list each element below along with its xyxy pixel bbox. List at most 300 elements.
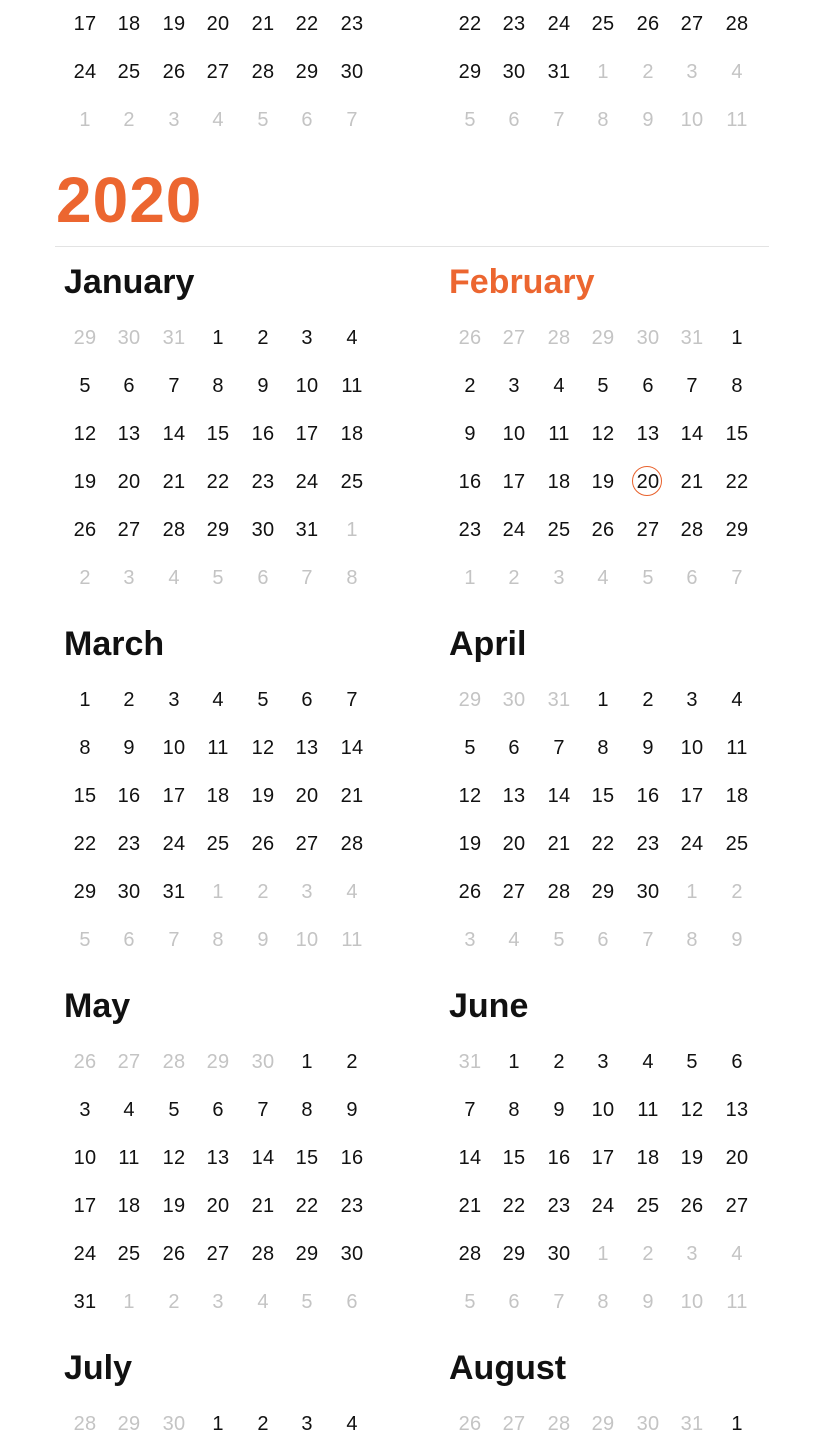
adjacent-month-day[interactable]	[715, 554, 759, 602]
day-cell[interactable]	[715, 1086, 759, 1134]
day-cell[interactable]	[581, 362, 625, 410]
day-cell[interactable]	[241, 1182, 285, 1230]
adjacent-month-day[interactable]	[715, 96, 759, 144]
day-cell[interactable]	[492, 458, 536, 506]
day-cell[interactable]	[196, 458, 240, 506]
day-cell[interactable]	[715, 724, 759, 772]
day-cell[interactable]	[492, 1134, 536, 1182]
adjacent-month-day[interactable]	[107, 1278, 151, 1326]
month-april[interactable]	[449, 624, 779, 964]
day-cell[interactable]	[448, 48, 492, 96]
day-cell[interactable]	[241, 724, 285, 772]
adjacent-month-day[interactable]	[152, 1278, 196, 1326]
day-cell[interactable]	[107, 48, 151, 96]
day-cell[interactable]	[537, 0, 581, 48]
day-cell[interactable]	[152, 676, 196, 724]
day-cell[interactable]	[285, 410, 329, 458]
day-cell[interactable]	[581, 506, 625, 554]
day-cell[interactable]	[670, 1182, 714, 1230]
adjacent-month-day[interactable]	[330, 916, 374, 964]
day-cell[interactable]	[670, 458, 714, 506]
adjacent-month-day[interactable]	[626, 1230, 670, 1278]
adjacent-month-day[interactable]	[492, 554, 536, 602]
adjacent-month-day[interactable]	[152, 314, 196, 362]
adjacent-month-day[interactable]	[107, 1038, 151, 1086]
adjacent-month-day[interactable]	[537, 1400, 581, 1448]
adjacent-month-day[interactable]	[241, 868, 285, 916]
day-cell[interactable]	[196, 1086, 240, 1134]
day-cell[interactable]	[196, 676, 240, 724]
day-cell[interactable]	[626, 0, 670, 48]
day-cell[interactable]	[715, 0, 759, 48]
day-cell[interactable]	[241, 820, 285, 868]
day-cell[interactable]	[196, 1134, 240, 1182]
adjacent-month-day[interactable]	[107, 96, 151, 144]
adjacent-month-day[interactable]	[626, 1400, 670, 1448]
day-cell[interactable]	[537, 362, 581, 410]
adjacent-month-day[interactable]	[581, 916, 625, 964]
adjacent-month-day[interactable]	[537, 1278, 581, 1326]
adjacent-month-day[interactable]	[626, 314, 670, 362]
day-cell[interactable]	[581, 772, 625, 820]
day-cell[interactable]	[107, 868, 151, 916]
day-cell[interactable]	[285, 820, 329, 868]
day-cell[interactable]	[241, 1230, 285, 1278]
adjacent-month-day[interactable]	[448, 676, 492, 724]
day-cell[interactable]	[152, 1086, 196, 1134]
year-title[interactable]: 2020	[56, 164, 203, 236]
adjacent-month-day[interactable]	[241, 96, 285, 144]
adjacent-month-day[interactable]	[715, 868, 759, 916]
adjacent-month-day[interactable]	[63, 1038, 107, 1086]
day-cell[interactable]	[241, 1134, 285, 1182]
day-cell[interactable]	[537, 1182, 581, 1230]
day-cell[interactable]	[285, 1038, 329, 1086]
day-cell[interactable]	[715, 410, 759, 458]
adjacent-month-day[interactable]	[715, 1230, 759, 1278]
day-cell[interactable]	[581, 820, 625, 868]
adjacent-month-day[interactable]	[670, 96, 714, 144]
day-cell[interactable]	[581, 1086, 625, 1134]
day-cell[interactable]	[626, 868, 670, 916]
day-cell[interactable]	[107, 1182, 151, 1230]
day-cell[interactable]	[196, 1400, 240, 1448]
month-june[interactable]	[449, 986, 779, 1326]
day-cell[interactable]	[715, 1182, 759, 1230]
day-cell[interactable]	[107, 0, 151, 48]
month-february[interactable]	[449, 262, 779, 602]
adjacent-month-day[interactable]	[152, 1400, 196, 1448]
adjacent-month-day[interactable]	[241, 1038, 285, 1086]
month-august[interactable]	[449, 1348, 779, 1448]
day-cell[interactable]	[448, 1230, 492, 1278]
day-cell[interactable]	[670, 676, 714, 724]
day-cell[interactable]	[152, 458, 196, 506]
day-cell[interactable]	[626, 724, 670, 772]
month-title[interactable]: March	[64, 625, 165, 663]
day-cell[interactable]	[63, 362, 107, 410]
adjacent-month-day[interactable]	[285, 96, 329, 144]
day-cell[interactable]	[330, 772, 374, 820]
adjacent-month-day[interactable]	[241, 1278, 285, 1326]
day-cell[interactable]	[152, 1134, 196, 1182]
day-cell[interactable]	[241, 1086, 285, 1134]
day-cell[interactable]	[492, 724, 536, 772]
day-cell[interactable]	[285, 1230, 329, 1278]
adjacent-month-day[interactable]	[670, 1230, 714, 1278]
day-cell[interactable]	[537, 1038, 581, 1086]
day-cell[interactable]	[670, 1038, 714, 1086]
day-cell[interactable]	[581, 458, 625, 506]
month-title[interactable]: May	[64, 987, 131, 1025]
adjacent-month-day[interactable]	[670, 916, 714, 964]
day-cell[interactable]	[107, 506, 151, 554]
day-cell[interactable]	[581, 1038, 625, 1086]
day-cell[interactable]	[196, 362, 240, 410]
adjacent-month-day[interactable]	[330, 96, 374, 144]
day-cell[interactable]	[330, 1400, 374, 1448]
adjacent-month-day[interactable]	[537, 676, 581, 724]
day-cell[interactable]	[330, 362, 374, 410]
month-march[interactable]	[64, 624, 394, 964]
day-cell[interactable]	[152, 48, 196, 96]
day-cell[interactable]	[241, 676, 285, 724]
day-cell[interactable]	[285, 1086, 329, 1134]
adjacent-month-day[interactable]	[670, 314, 714, 362]
day-cell[interactable]	[152, 820, 196, 868]
adjacent-month-day[interactable]	[537, 554, 581, 602]
day-cell[interactable]	[581, 724, 625, 772]
adjacent-month-day[interactable]	[537, 314, 581, 362]
day-cell[interactable]	[537, 772, 581, 820]
day-cell[interactable]	[196, 1182, 240, 1230]
adjacent-month-day[interactable]	[196, 1278, 240, 1326]
day-cell[interactable]	[537, 1230, 581, 1278]
adjacent-month-day[interactable]	[492, 916, 536, 964]
day-cell[interactable]	[63, 410, 107, 458]
day-cell[interactable]	[492, 48, 536, 96]
day-cell[interactable]	[330, 1086, 374, 1134]
day-cell[interactable]	[670, 0, 714, 48]
day-cell[interactable]	[492, 1230, 536, 1278]
day-cell[interactable]	[670, 1086, 714, 1134]
day-cell[interactable]	[670, 724, 714, 772]
day-cell[interactable]	[581, 1182, 625, 1230]
day-cell[interactable]	[670, 410, 714, 458]
day-cell[interactable]	[330, 1182, 374, 1230]
adjacent-month-day[interactable]	[670, 48, 714, 96]
adjacent-month-day[interactable]	[581, 1400, 625, 1448]
day-cell[interactable]	[196, 0, 240, 48]
month-january[interactable]	[64, 262, 394, 602]
day-cell[interactable]	[63, 506, 107, 554]
day-cell[interactable]	[330, 676, 374, 724]
adjacent-month-day[interactable]	[626, 916, 670, 964]
month-july[interactable]	[64, 1348, 394, 1448]
day-cell[interactable]	[196, 1230, 240, 1278]
adjacent-month-day[interactable]	[581, 554, 625, 602]
day-cell[interactable]	[285, 48, 329, 96]
adjacent-month-day[interactable]	[63, 1400, 107, 1448]
day-cell[interactable]	[492, 1086, 536, 1134]
day-cell[interactable]	[107, 458, 151, 506]
adjacent-month-day[interactable]	[537, 916, 581, 964]
day-cell[interactable]	[448, 724, 492, 772]
day-cell[interactable]	[63, 772, 107, 820]
day-cell[interactable]	[492, 1038, 536, 1086]
adjacent-month-day[interactable]	[492, 676, 536, 724]
day-cell[interactable]	[330, 1134, 374, 1182]
day-cell[interactable]	[492, 868, 536, 916]
adjacent-month-day[interactable]	[63, 916, 107, 964]
day-cell[interactable]	[241, 1400, 285, 1448]
adjacent-month-day[interactable]	[715, 48, 759, 96]
adjacent-month-day[interactable]	[626, 1278, 670, 1326]
adjacent-month-day[interactable]	[152, 1038, 196, 1086]
day-cell[interactable]	[330, 820, 374, 868]
day-cell[interactable]	[107, 772, 151, 820]
adjacent-month-day[interactable]	[448, 1400, 492, 1448]
day-cell[interactable]	[626, 772, 670, 820]
adjacent-month-day[interactable]	[241, 554, 285, 602]
day-cell[interactable]	[448, 506, 492, 554]
adjacent-month-day[interactable]	[285, 868, 329, 916]
day-cell[interactable]	[330, 724, 374, 772]
day-cell[interactable]	[537, 868, 581, 916]
adjacent-month-day[interactable]	[448, 1278, 492, 1326]
adjacent-month-day[interactable]	[581, 1278, 625, 1326]
day-cell[interactable]	[330, 410, 374, 458]
month-title[interactable]: July	[64, 1349, 133, 1387]
month-title[interactable]: June	[449, 987, 529, 1025]
day-cell[interactable]	[152, 868, 196, 916]
day-cell[interactable]	[285, 1134, 329, 1182]
day-cell[interactable]	[537, 820, 581, 868]
adjacent-month-day[interactable]	[581, 48, 625, 96]
adjacent-month-day[interactable]	[241, 916, 285, 964]
day-cell[interactable]	[241, 48, 285, 96]
adjacent-month-day[interactable]	[330, 554, 374, 602]
day-cell[interactable]	[330, 48, 374, 96]
adjacent-month-day[interactable]	[196, 1038, 240, 1086]
day-cell[interactable]	[63, 724, 107, 772]
adjacent-month-day[interactable]	[715, 916, 759, 964]
adjacent-month-day[interactable]	[715, 1278, 759, 1326]
adjacent-month-day[interactable]	[448, 96, 492, 144]
adjacent-month-day[interactable]	[196, 96, 240, 144]
adjacent-month-day[interactable]	[492, 1278, 536, 1326]
day-cell[interactable]	[537, 48, 581, 96]
adjacent-month-day[interactable]	[626, 96, 670, 144]
adjacent-month-day[interactable]	[285, 554, 329, 602]
day-cell[interactable]	[492, 1182, 536, 1230]
adjacent-month-day[interactable]	[492, 314, 536, 362]
adjacent-month-day[interactable]	[448, 1038, 492, 1086]
day-cell[interactable]	[492, 362, 536, 410]
day-cell[interactable]	[626, 820, 670, 868]
adjacent-month-day[interactable]	[196, 554, 240, 602]
adjacent-month-day[interactable]	[492, 1400, 536, 1448]
day-cell[interactable]	[448, 1134, 492, 1182]
month-title[interactable]: August	[449, 1349, 567, 1387]
day-cell[interactable]	[285, 772, 329, 820]
day-cell[interactable]	[537, 458, 581, 506]
day-cell[interactable]	[492, 820, 536, 868]
day-cell[interactable]	[196, 724, 240, 772]
adjacent-month-day[interactable]	[670, 868, 714, 916]
day-cell[interactable]	[626, 676, 670, 724]
day-cell[interactable]	[285, 362, 329, 410]
day-cell[interactable]	[63, 1230, 107, 1278]
day-cell[interactable]	[107, 1086, 151, 1134]
adjacent-month-day[interactable]	[107, 314, 151, 362]
day-cell[interactable]	[107, 820, 151, 868]
day-cell[interactable]	[107, 1230, 151, 1278]
adjacent-month-day[interactable]	[626, 48, 670, 96]
day-cell[interactable]	[107, 1134, 151, 1182]
day-cell[interactable]	[581, 1134, 625, 1182]
day-cell[interactable]	[670, 820, 714, 868]
day-cell[interactable]	[107, 724, 151, 772]
adjacent-month-day[interactable]	[670, 554, 714, 602]
adjacent-month-day[interactable]	[581, 314, 625, 362]
day-cell[interactable]	[285, 676, 329, 724]
day-cell[interactable]	[581, 410, 625, 458]
day-cell[interactable]	[448, 458, 492, 506]
month-title[interactable]: April	[449, 625, 527, 663]
day-cell[interactable]	[285, 724, 329, 772]
day-cell[interactable]	[107, 362, 151, 410]
day-cell[interactable]	[241, 0, 285, 48]
adjacent-month-day[interactable]	[448, 314, 492, 362]
day-cell[interactable]	[330, 458, 374, 506]
adjacent-month-day[interactable]	[152, 916, 196, 964]
day-cell[interactable]	[241, 772, 285, 820]
day-cell[interactable]	[241, 506, 285, 554]
day-cell[interactable]	[196, 506, 240, 554]
day-cell[interactable]	[241, 314, 285, 362]
day-cell[interactable]	[581, 868, 625, 916]
adjacent-month-day[interactable]	[196, 868, 240, 916]
adjacent-month-day[interactable]	[670, 1278, 714, 1326]
adjacent-month-day[interactable]	[63, 554, 107, 602]
day-cell[interactable]	[715, 772, 759, 820]
day-cell[interactable]	[241, 458, 285, 506]
adjacent-month-day[interactable]	[152, 96, 196, 144]
day-cell[interactable]	[581, 0, 625, 48]
day-cell[interactable]	[63, 1278, 107, 1326]
day-cell[interactable]	[626, 1182, 670, 1230]
day-cell[interactable]	[196, 410, 240, 458]
day-cell[interactable]	[285, 506, 329, 554]
adjacent-month-day[interactable]	[196, 916, 240, 964]
day-cell[interactable]	[330, 1230, 374, 1278]
day-cell[interactable]	[492, 0, 536, 48]
day-cell[interactable]	[152, 724, 196, 772]
day-cell[interactable]	[63, 868, 107, 916]
day-cell[interactable]	[285, 458, 329, 506]
day-cell[interactable]	[196, 772, 240, 820]
day-cell[interactable]	[581, 676, 625, 724]
day-cell[interactable]	[152, 362, 196, 410]
day-cell[interactable]	[670, 362, 714, 410]
day-cell[interactable]	[448, 868, 492, 916]
day-cell[interactable]	[152, 0, 196, 48]
day-cell[interactable]	[715, 1038, 759, 1086]
day-cell[interactable]	[63, 1134, 107, 1182]
day-cell[interactable]	[63, 820, 107, 868]
day-cell[interactable]	[715, 314, 759, 362]
adjacent-month-day[interactable]	[537, 96, 581, 144]
day-cell[interactable]	[107, 676, 151, 724]
day-cell[interactable]	[107, 410, 151, 458]
adjacent-month-day[interactable]	[285, 1278, 329, 1326]
day-cell[interactable]	[448, 410, 492, 458]
day-cell[interactable]	[715, 362, 759, 410]
day-cell[interactable]	[448, 772, 492, 820]
day-cell[interactable]	[448, 362, 492, 410]
day-cell[interactable]	[152, 506, 196, 554]
day-cell[interactable]	[626, 410, 670, 458]
day-cell[interactable]	[63, 1086, 107, 1134]
day-cell[interactable]	[492, 410, 536, 458]
day-cell[interactable]	[670, 772, 714, 820]
day-cell[interactable]	[448, 1182, 492, 1230]
day-cell[interactable]	[330, 0, 374, 48]
day-cell[interactable]	[537, 506, 581, 554]
day-cell[interactable]	[492, 772, 536, 820]
month-may[interactable]	[64, 986, 394, 1326]
adjacent-month-day[interactable]	[107, 554, 151, 602]
day-cell[interactable]	[715, 1134, 759, 1182]
day-cell[interactable]	[152, 1182, 196, 1230]
day-cell[interactable]	[715, 1400, 759, 1448]
day-cell[interactable]	[63, 0, 107, 48]
day-cell[interactable]	[63, 676, 107, 724]
day-cell[interactable]	[537, 1086, 581, 1134]
adjacent-month-day[interactable]	[152, 554, 196, 602]
day-cell[interactable]	[492, 506, 536, 554]
day-cell[interactable]	[152, 410, 196, 458]
adjacent-month-day[interactable]	[63, 96, 107, 144]
adjacent-month-day[interactable]	[330, 1278, 374, 1326]
adjacent-month-day[interactable]	[63, 314, 107, 362]
day-cell[interactable]	[241, 362, 285, 410]
day-cell[interactable]	[537, 410, 581, 458]
day-cell[interactable]	[241, 410, 285, 458]
day-cell[interactable]	[285, 0, 329, 48]
day-cell[interactable]	[152, 1230, 196, 1278]
day-cell[interactable]	[626, 1086, 670, 1134]
day-cell[interactable]	[715, 506, 759, 554]
day-cell[interactable]	[196, 48, 240, 96]
adjacent-month-day[interactable]	[330, 506, 374, 554]
adjacent-month-day[interactable]	[492, 96, 536, 144]
month-title[interactable]: January	[64, 263, 195, 301]
day-cell[interactable]	[448, 1086, 492, 1134]
adjacent-month-day[interactable]	[448, 554, 492, 602]
day-cell[interactable]	[196, 314, 240, 362]
day-cell[interactable]	[715, 676, 759, 724]
day-cell[interactable]	[537, 724, 581, 772]
day-cell[interactable]	[626, 1038, 670, 1086]
adjacent-month-day[interactable]	[448, 916, 492, 964]
day-cell[interactable]	[63, 1182, 107, 1230]
adjacent-month-day[interactable]	[581, 96, 625, 144]
day-cell[interactable]	[715, 458, 759, 506]
day-cell[interactable]	[63, 458, 107, 506]
day-cell[interactable]	[715, 820, 759, 868]
